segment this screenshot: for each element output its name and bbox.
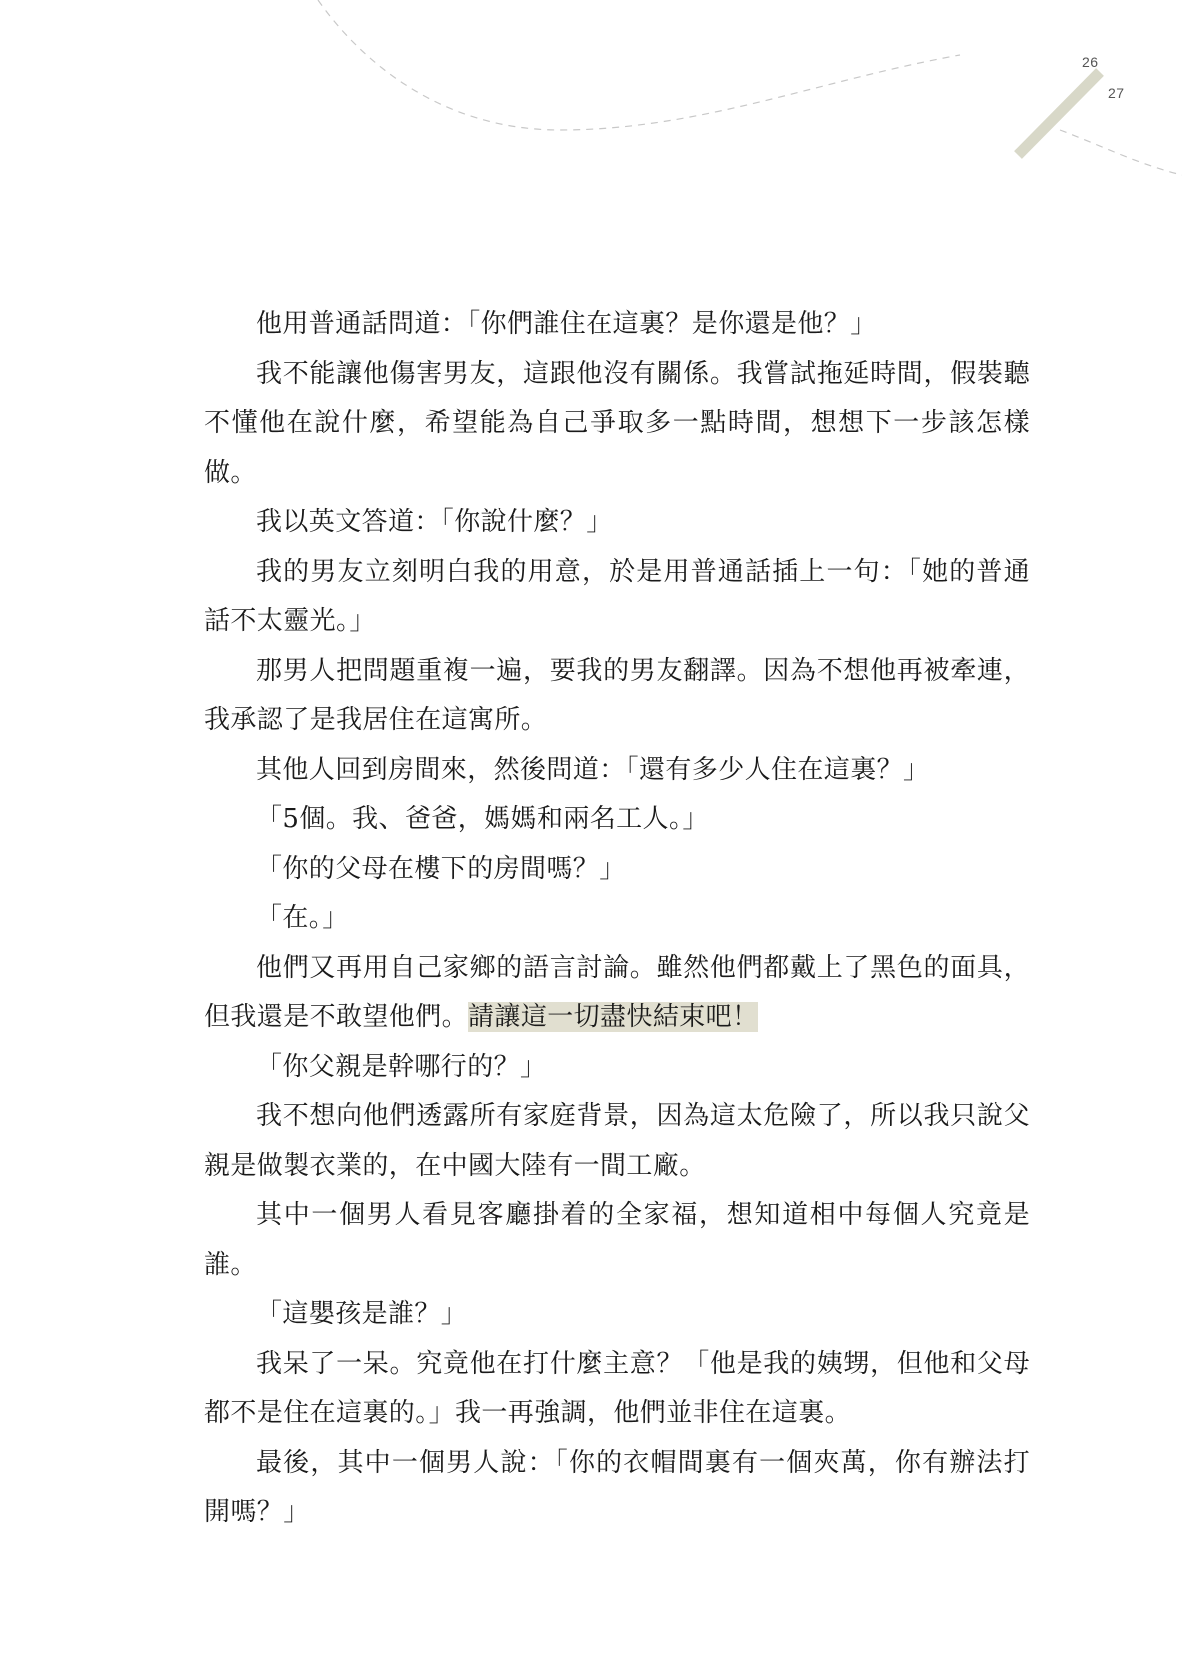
paragraph: 其他人回到房間來，然後問道：「還有多少人住在這裏？」 [256, 754, 930, 785]
paragraph: 「這嬰孩是誰？」 [256, 1299, 468, 1329]
paragraph: 我呆了一呆。究竟他在打什麼主意？「他是我的姨甥，但他和父母都不是住在這裏的。」我一再強調，他們並非住在這裏。 [204, 1348, 1030, 1428]
paragraph: 我以英文答道：「你說什麼？」 [256, 507, 613, 537]
page-number-left: 26 [1082, 54, 1099, 70]
paragraph: 「你的父母在樓下的房間嗎？」 [256, 853, 626, 884]
dashed-curve-lower [1060, 130, 1182, 175]
dashed-curve-upper [318, 0, 960, 130]
paragraph: 「你父親是幹哪行的？」 [256, 1051, 547, 1082]
paragraph: 那男人把問題重複一遍，要我的男友翻譯。因為不想他再被牽連，我承認了是我居住在這寓所。 [204, 655, 1030, 735]
paragraph: 「5個。我、爸爸，媽媽和兩名工人。」 [256, 804, 709, 834]
paragraph-text: 他們又再用自己家鄉的語言討論。雖然他們都戴上了黑色的面具，但我還是不敢望他們。 [204, 952, 1030, 1032]
highlighted-text: 請讓這一切盡快結束吧！ [468, 1002, 759, 1032]
header-decoration [0, 0, 1182, 260]
paragraph: 我的男友立刻明白我的用意，於是用普通話插上一句：「她的普通話不太靈光。」 [204, 556, 1030, 636]
paragraph: 其中一個男人看見客廳掛着的全家福，想知道相中每個人究竟是誰。 [204, 1200, 1030, 1280]
body-text [204, 300, 1030, 1538]
paragraph: 最後，其中一個男人說：「你的衣帽間裏有一個夾萬，你有辦法打開嗎？」 [204, 1447, 1030, 1527]
paragraph: 我不想向他們透露所有家庭背景，因為這太危險了，所以我只說父親是做製衣業的，在中國大陸有一間工廠。 [204, 1101, 1030, 1181]
paragraph-with-highlight [204, 944, 1030, 1043]
paragraph: 我不能讓他傷害男友，這跟他沒有關係。我嘗試拖延時間，假裝聽不懂他在說什麼，希望能為自己爭取多一點時間，想想下一步該怎樣做。 [204, 358, 1030, 488]
diagonal-accent-bar [1018, 72, 1100, 155]
paragraph: 「在。」 [256, 903, 349, 933]
page-number-right: 27 [1108, 85, 1125, 101]
paragraph: 他用普通話問道：「你們誰住在這裏？是你還是他？」 [256, 309, 877, 339]
